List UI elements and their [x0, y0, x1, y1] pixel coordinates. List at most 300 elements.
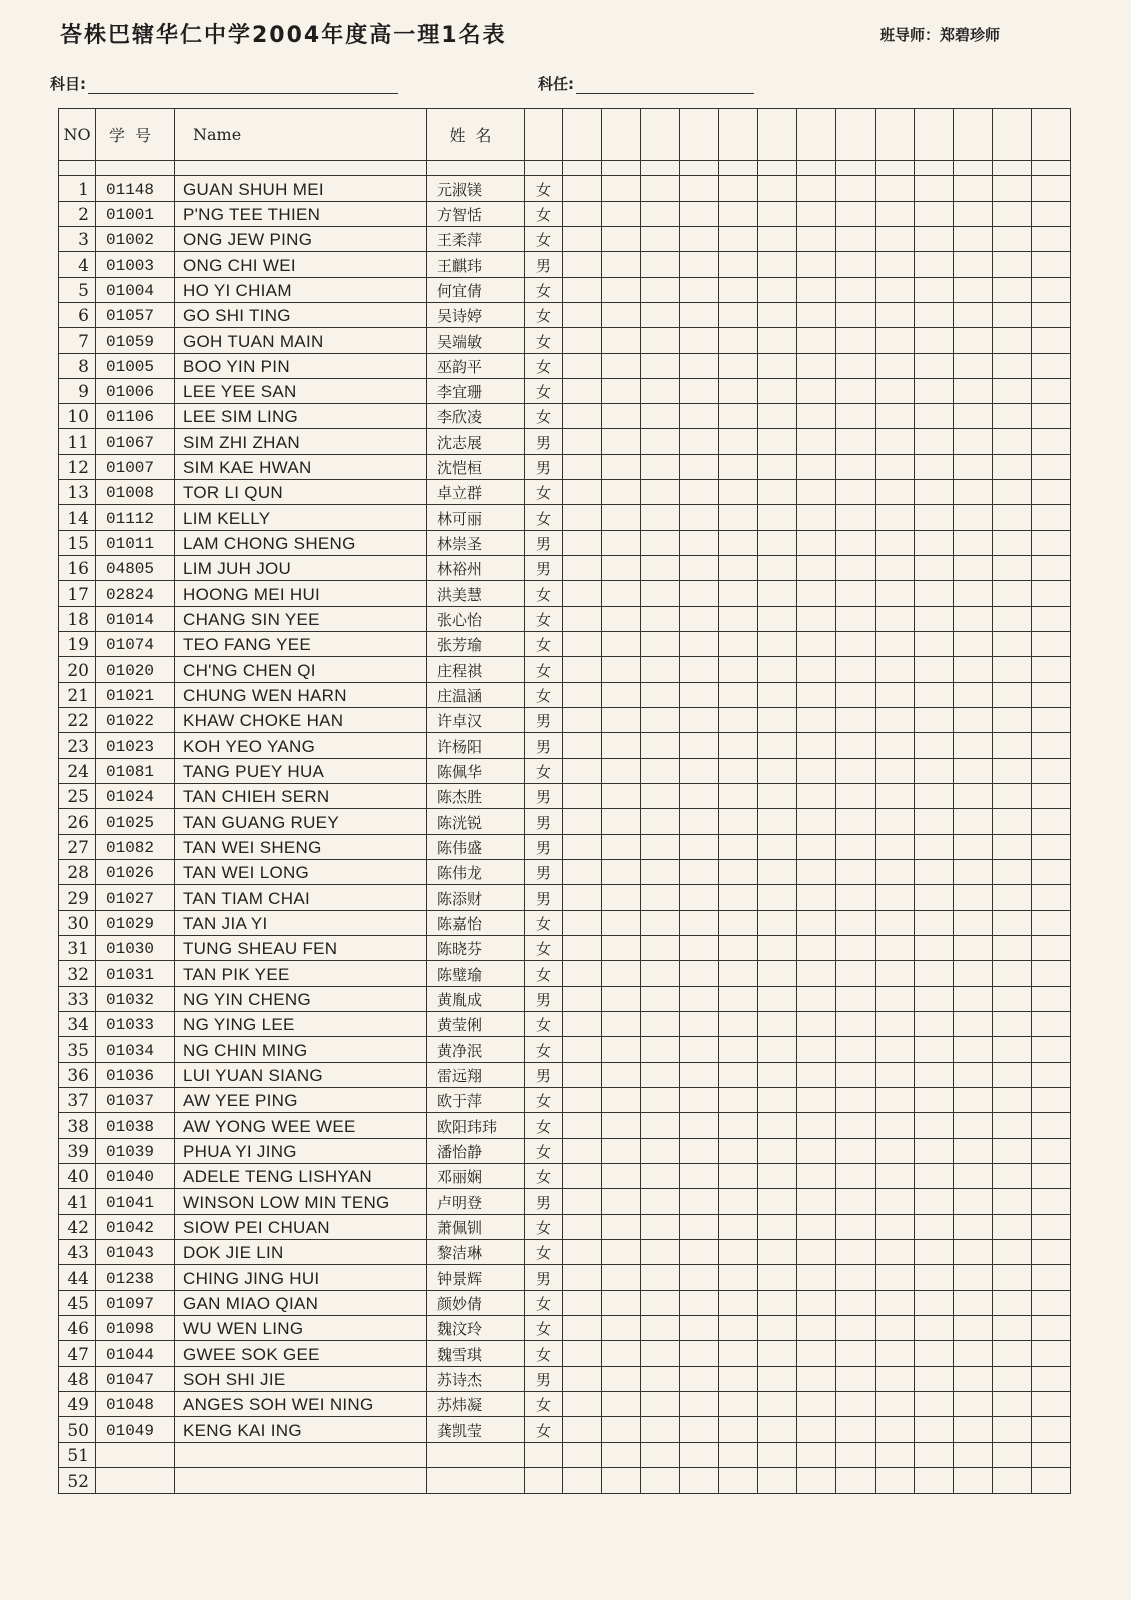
- mark-cell[interactable]: [563, 1012, 602, 1037]
- mark-cell[interactable]: [563, 1113, 602, 1138]
- mark-cell[interactable]: [680, 1315, 719, 1340]
- mark-cell[interactable]: [563, 834, 602, 859]
- mark-cell[interactable]: [719, 1037, 758, 1062]
- mark-cell[interactable]: [563, 404, 602, 429]
- mark-cell[interactable]: [914, 353, 953, 378]
- mark-cell[interactable]: [1031, 784, 1070, 809]
- mark-cell[interactable]: [758, 1113, 797, 1138]
- mark-cell[interactable]: [953, 1088, 992, 1113]
- mark-cell[interactable]: [602, 1088, 641, 1113]
- mark-cell[interactable]: [836, 961, 875, 986]
- mark-cell[interactable]: [797, 1467, 836, 1493]
- mark-cell[interactable]: [758, 378, 797, 403]
- mark-cell[interactable]: [1031, 404, 1070, 429]
- mark-cell[interactable]: [563, 277, 602, 302]
- mark-cell[interactable]: [797, 657, 836, 682]
- mark-cell[interactable]: [719, 1088, 758, 1113]
- mark-cell[interactable]: [875, 328, 914, 353]
- mark-cell[interactable]: [680, 404, 719, 429]
- mark-cell[interactable]: [758, 657, 797, 682]
- mark-cell[interactable]: [641, 758, 680, 783]
- mark-cell[interactable]: [992, 1366, 1031, 1391]
- mark-cell[interactable]: [641, 1290, 680, 1315]
- mark-cell[interactable]: [1031, 1341, 1070, 1366]
- mark-cell[interactable]: [641, 353, 680, 378]
- mark-cell[interactable]: [641, 1265, 680, 1290]
- mark-cell[interactable]: [953, 1391, 992, 1416]
- mark-cell[interactable]: [992, 936, 1031, 961]
- mark-cell[interactable]: [602, 885, 641, 910]
- mark-cell[interactable]: [797, 1366, 836, 1391]
- mark-cell[interactable]: [641, 429, 680, 454]
- mark-cell[interactable]: [797, 809, 836, 834]
- mark-cell[interactable]: [836, 530, 875, 555]
- mark-cell[interactable]: [953, 201, 992, 226]
- mark-cell[interactable]: [641, 733, 680, 758]
- mark-cell[interactable]: [836, 733, 875, 758]
- mark-cell[interactable]: [797, 302, 836, 327]
- mark-cell[interactable]: [602, 556, 641, 581]
- mark-cell[interactable]: [758, 1417, 797, 1442]
- mark-cell[interactable]: [875, 1113, 914, 1138]
- mark-cell[interactable]: [836, 328, 875, 353]
- mark-cell[interactable]: [914, 480, 953, 505]
- mark-cell[interactable]: [1031, 505, 1070, 530]
- mark-cell[interactable]: [719, 961, 758, 986]
- mark-cell[interactable]: [563, 606, 602, 631]
- mark-cell[interactable]: [953, 1341, 992, 1366]
- mark-cell[interactable]: [719, 1442, 758, 1467]
- mark-cell[interactable]: [953, 328, 992, 353]
- mark-cell[interactable]: [758, 429, 797, 454]
- mark-cell[interactable]: [875, 1214, 914, 1239]
- mark-cell[interactable]: [1031, 936, 1070, 961]
- mark-cell[interactable]: [563, 758, 602, 783]
- mark-cell[interactable]: [563, 1341, 602, 1366]
- mark-cell[interactable]: [992, 784, 1031, 809]
- mark-cell[interactable]: [758, 1189, 797, 1214]
- mark-cell[interactable]: [1031, 429, 1070, 454]
- mark-cell[interactable]: [680, 657, 719, 682]
- mark-cell[interactable]: [641, 556, 680, 581]
- mark-cell[interactable]: [914, 860, 953, 885]
- mark-cell[interactable]: [953, 784, 992, 809]
- mark-cell[interactable]: [641, 657, 680, 682]
- mark-cell[interactable]: [953, 809, 992, 834]
- mark-cell[interactable]: [719, 530, 758, 555]
- mark-cell[interactable]: [563, 961, 602, 986]
- mark-cell[interactable]: [563, 556, 602, 581]
- mark-cell[interactable]: [602, 1239, 641, 1264]
- mark-cell[interactable]: [680, 1214, 719, 1239]
- mark-cell[interactable]: [758, 252, 797, 277]
- mark-cell[interactable]: [680, 1189, 719, 1214]
- subject-teacher-blank[interactable]: [576, 77, 754, 94]
- mark-cell[interactable]: [875, 429, 914, 454]
- mark-cell[interactable]: [602, 809, 641, 834]
- mark-cell[interactable]: [758, 1138, 797, 1163]
- mark-cell[interactable]: [953, 1239, 992, 1264]
- mark-cell[interactable]: [641, 530, 680, 555]
- mark-cell[interactable]: [875, 606, 914, 631]
- mark-cell[interactable]: [563, 581, 602, 606]
- mark-cell[interactable]: [953, 708, 992, 733]
- mark-cell[interactable]: [953, 1062, 992, 1087]
- mark-cell[interactable]: [641, 961, 680, 986]
- mark-cell[interactable]: [719, 1062, 758, 1087]
- mark-cell[interactable]: [836, 657, 875, 682]
- mark-cell[interactable]: [563, 986, 602, 1011]
- mark-cell[interactable]: [914, 1214, 953, 1239]
- mark-cell[interactable]: [914, 1366, 953, 1391]
- mark-cell[interactable]: [602, 1062, 641, 1087]
- mark-cell[interactable]: [875, 1442, 914, 1467]
- mark-cell[interactable]: [563, 910, 602, 935]
- mark-cell[interactable]: [875, 834, 914, 859]
- mark-cell[interactable]: [992, 606, 1031, 631]
- mark-cell[interactable]: [563, 1442, 602, 1467]
- mark-cell[interactable]: [719, 404, 758, 429]
- mark-cell[interactable]: [563, 302, 602, 327]
- mark-cell[interactable]: [758, 1290, 797, 1315]
- mark-cell[interactable]: [875, 910, 914, 935]
- mark-cell[interactable]: [641, 1315, 680, 1340]
- mark-cell[interactable]: [1031, 1214, 1070, 1239]
- mark-cell[interactable]: [875, 353, 914, 378]
- mark-cell[interactable]: [641, 176, 680, 201]
- mark-cell[interactable]: [563, 1467, 602, 1493]
- mark-cell[interactable]: [1031, 1113, 1070, 1138]
- mark-cell[interactable]: [914, 1012, 953, 1037]
- mark-cell[interactable]: [875, 1037, 914, 1062]
- mark-cell[interactable]: [758, 302, 797, 327]
- mark-cell[interactable]: [992, 986, 1031, 1011]
- mark-cell[interactable]: [1031, 657, 1070, 682]
- mark-cell[interactable]: [758, 581, 797, 606]
- mark-cell[interactable]: [992, 302, 1031, 327]
- mark-cell[interactable]: [875, 961, 914, 986]
- mark-cell[interactable]: [953, 378, 992, 403]
- mark-cell[interactable]: [563, 454, 602, 479]
- mark-cell[interactable]: [953, 353, 992, 378]
- mark-cell[interactable]: [563, 885, 602, 910]
- mark-cell[interactable]: [875, 201, 914, 226]
- mark-cell[interactable]: [602, 936, 641, 961]
- mark-cell[interactable]: [836, 1012, 875, 1037]
- mark-cell[interactable]: [758, 505, 797, 530]
- mark-cell[interactable]: [914, 1467, 953, 1493]
- mark-cell[interactable]: [758, 480, 797, 505]
- mark-cell[interactable]: [992, 1391, 1031, 1416]
- mark-cell[interactable]: [563, 328, 602, 353]
- mark-cell[interactable]: [602, 378, 641, 403]
- mark-cell[interactable]: [836, 632, 875, 657]
- mark-cell[interactable]: [875, 860, 914, 885]
- mark-cell[interactable]: [992, 1315, 1031, 1340]
- mark-cell[interactable]: [953, 176, 992, 201]
- mark-cell[interactable]: [1031, 277, 1070, 302]
- mark-cell[interactable]: [602, 353, 641, 378]
- mark-cell[interactable]: [563, 226, 602, 251]
- mark-cell[interactable]: [914, 784, 953, 809]
- mark-cell[interactable]: [680, 708, 719, 733]
- mark-cell[interactable]: [953, 834, 992, 859]
- mark-cell[interactable]: [563, 632, 602, 657]
- mark-cell[interactable]: [953, 1290, 992, 1315]
- mark-cell[interactable]: [641, 708, 680, 733]
- mark-cell[interactable]: [1031, 378, 1070, 403]
- mark-cell[interactable]: [953, 252, 992, 277]
- mark-cell[interactable]: [953, 1366, 992, 1391]
- mark-cell[interactable]: [602, 758, 641, 783]
- mark-cell[interactable]: [875, 1189, 914, 1214]
- mark-cell[interactable]: [836, 581, 875, 606]
- mark-cell[interactable]: [953, 910, 992, 935]
- mark-cell[interactable]: [680, 606, 719, 631]
- mark-cell[interactable]: [641, 1366, 680, 1391]
- mark-cell[interactable]: [680, 530, 719, 555]
- mark-cell[interactable]: [602, 708, 641, 733]
- mark-cell[interactable]: [914, 1315, 953, 1340]
- mark-cell[interactable]: [758, 1467, 797, 1493]
- mark-cell[interactable]: [797, 834, 836, 859]
- mark-cell[interactable]: [641, 277, 680, 302]
- mark-cell[interactable]: [680, 1290, 719, 1315]
- mark-cell[interactable]: [914, 252, 953, 277]
- mark-cell[interactable]: [719, 378, 758, 403]
- mark-cell[interactable]: [719, 176, 758, 201]
- mark-cell[interactable]: [602, 404, 641, 429]
- mark-cell[interactable]: [914, 277, 953, 302]
- mark-cell[interactable]: [563, 1214, 602, 1239]
- mark-cell[interactable]: [914, 936, 953, 961]
- mark-cell[interactable]: [758, 885, 797, 910]
- mark-cell[interactable]: [563, 1138, 602, 1163]
- mark-cell[interactable]: [797, 1113, 836, 1138]
- mark-cell[interactable]: [1031, 708, 1070, 733]
- mark-cell[interactable]: [836, 860, 875, 885]
- mark-cell[interactable]: [992, 1265, 1031, 1290]
- mark-cell[interactable]: [914, 1341, 953, 1366]
- mark-cell[interactable]: [992, 505, 1031, 530]
- mark-cell[interactable]: [992, 480, 1031, 505]
- mark-cell[interactable]: [680, 556, 719, 581]
- mark-cell[interactable]: [836, 1442, 875, 1467]
- mark-cell[interactable]: [953, 1467, 992, 1493]
- mark-cell[interactable]: [797, 1037, 836, 1062]
- mark-cell[interactable]: [992, 910, 1031, 935]
- mark-cell[interactable]: [914, 708, 953, 733]
- mark-cell[interactable]: [758, 226, 797, 251]
- mark-cell[interactable]: [680, 480, 719, 505]
- mark-cell[interactable]: [836, 277, 875, 302]
- mark-cell[interactable]: [992, 252, 1031, 277]
- mark-cell[interactable]: [836, 1164, 875, 1189]
- mark-cell[interactable]: [797, 1138, 836, 1163]
- mark-cell[interactable]: [680, 809, 719, 834]
- mark-cell[interactable]: [836, 480, 875, 505]
- mark-cell[interactable]: [641, 328, 680, 353]
- mark-cell[interactable]: [719, 454, 758, 479]
- mark-cell[interactable]: [953, 1164, 992, 1189]
- mark-cell[interactable]: [953, 581, 992, 606]
- mark-cell[interactable]: [758, 201, 797, 226]
- mark-cell[interactable]: [953, 1442, 992, 1467]
- mark-cell[interactable]: [836, 556, 875, 581]
- mark-cell[interactable]: [836, 505, 875, 530]
- mark-cell[interactable]: [797, 1239, 836, 1264]
- mark-cell[interactable]: [797, 784, 836, 809]
- mark-cell[interactable]: [641, 480, 680, 505]
- mark-cell[interactable]: [719, 201, 758, 226]
- mark-cell[interactable]: [1031, 226, 1070, 251]
- mark-cell[interactable]: [680, 910, 719, 935]
- mark-cell[interactable]: [602, 986, 641, 1011]
- mark-cell[interactable]: [953, 1113, 992, 1138]
- mark-cell[interactable]: [992, 1189, 1031, 1214]
- mark-cell[interactable]: [875, 1315, 914, 1340]
- mark-cell[interactable]: [836, 1290, 875, 1315]
- mark-cell[interactable]: [680, 1417, 719, 1442]
- mark-cell[interactable]: [1031, 1417, 1070, 1442]
- mark-cell[interactable]: [602, 1391, 641, 1416]
- mark-cell[interactable]: [641, 1467, 680, 1493]
- mark-cell[interactable]: [836, 201, 875, 226]
- mark-cell[interactable]: [719, 505, 758, 530]
- mark-cell[interactable]: [914, 834, 953, 859]
- mark-cell[interactable]: [758, 1442, 797, 1467]
- mark-cell[interactable]: [875, 708, 914, 733]
- mark-cell[interactable]: [602, 1366, 641, 1391]
- mark-cell[interactable]: [797, 885, 836, 910]
- mark-cell[interactable]: [992, 1214, 1031, 1239]
- mark-cell[interactable]: [758, 860, 797, 885]
- mark-cell[interactable]: [563, 860, 602, 885]
- mark-cell[interactable]: [1031, 581, 1070, 606]
- mark-cell[interactable]: [797, 860, 836, 885]
- mark-cell[interactable]: [953, 1138, 992, 1163]
- mark-cell[interactable]: [1031, 328, 1070, 353]
- mark-cell[interactable]: [914, 1189, 953, 1214]
- mark-cell[interactable]: [914, 505, 953, 530]
- mark-cell[interactable]: [914, 328, 953, 353]
- mark-cell[interactable]: [680, 1239, 719, 1264]
- mark-cell[interactable]: [680, 277, 719, 302]
- mark-cell[interactable]: [1031, 176, 1070, 201]
- mark-cell[interactable]: [563, 784, 602, 809]
- mark-cell[interactable]: [641, 1138, 680, 1163]
- mark-cell[interactable]: [641, 1037, 680, 1062]
- mark-cell[interactable]: [914, 226, 953, 251]
- mark-cell[interactable]: [641, 1417, 680, 1442]
- mark-cell[interactable]: [602, 1417, 641, 1442]
- mark-cell[interactable]: [719, 302, 758, 327]
- mark-cell[interactable]: [758, 1315, 797, 1340]
- mark-cell[interactable]: [719, 1012, 758, 1037]
- mark-cell[interactable]: [797, 1265, 836, 1290]
- mark-cell[interactable]: [758, 1062, 797, 1087]
- mark-cell[interactable]: [758, 328, 797, 353]
- mark-cell[interactable]: [992, 226, 1031, 251]
- mark-cell[interactable]: [992, 176, 1031, 201]
- mark-cell[interactable]: [563, 1417, 602, 1442]
- mark-cell[interactable]: [914, 986, 953, 1011]
- mark-cell[interactable]: [602, 1037, 641, 1062]
- mark-cell[interactable]: [719, 1189, 758, 1214]
- mark-cell[interactable]: [914, 1265, 953, 1290]
- mark-cell[interactable]: [602, 606, 641, 631]
- mark-cell[interactable]: [992, 733, 1031, 758]
- mark-cell[interactable]: [953, 860, 992, 885]
- mark-cell[interactable]: [875, 1265, 914, 1290]
- mark-cell[interactable]: [875, 1391, 914, 1416]
- mark-cell[interactable]: [875, 1290, 914, 1315]
- mark-cell[interactable]: [992, 429, 1031, 454]
- subject-blank[interactable]: [88, 77, 398, 94]
- mark-cell[interactable]: [602, 1113, 641, 1138]
- mark-cell[interactable]: [719, 1315, 758, 1340]
- mark-cell[interactable]: [797, 176, 836, 201]
- mark-cell[interactable]: [875, 277, 914, 302]
- mark-cell[interactable]: [992, 885, 1031, 910]
- mark-cell[interactable]: [797, 1012, 836, 1037]
- mark-cell[interactable]: [602, 1214, 641, 1239]
- mark-cell[interactable]: [914, 378, 953, 403]
- mark-cell[interactable]: [836, 784, 875, 809]
- mark-cell[interactable]: [992, 277, 1031, 302]
- mark-cell[interactable]: [1031, 682, 1070, 707]
- mark-cell[interactable]: [797, 733, 836, 758]
- mark-cell[interactable]: [797, 201, 836, 226]
- mark-cell[interactable]: [641, 784, 680, 809]
- mark-cell[interactable]: [797, 1189, 836, 1214]
- mark-cell[interactable]: [680, 252, 719, 277]
- mark-cell[interactable]: [1031, 1189, 1070, 1214]
- mark-cell[interactable]: [719, 429, 758, 454]
- mark-cell[interactable]: [641, 632, 680, 657]
- mark-cell[interactable]: [797, 1290, 836, 1315]
- mark-cell[interactable]: [992, 328, 1031, 353]
- mark-cell[interactable]: [758, 1391, 797, 1416]
- mark-cell[interactable]: [641, 378, 680, 403]
- mark-cell[interactable]: [836, 176, 875, 201]
- mark-cell[interactable]: [875, 1467, 914, 1493]
- mark-cell[interactable]: [914, 1088, 953, 1113]
- mark-cell[interactable]: [719, 910, 758, 935]
- mark-cell[interactable]: [602, 454, 641, 479]
- mark-cell[interactable]: [875, 480, 914, 505]
- mark-cell[interactable]: [680, 784, 719, 809]
- mark-cell[interactable]: [836, 1239, 875, 1264]
- mark-cell[interactable]: [992, 1290, 1031, 1315]
- mark-cell[interactable]: [1031, 986, 1070, 1011]
- mark-cell[interactable]: [992, 1012, 1031, 1037]
- mark-cell[interactable]: [1031, 1442, 1070, 1467]
- mark-cell[interactable]: [641, 1442, 680, 1467]
- mark-cell[interactable]: [680, 936, 719, 961]
- mark-cell[interactable]: [797, 1442, 836, 1467]
- mark-cell[interactable]: [563, 530, 602, 555]
- mark-cell[interactable]: [836, 758, 875, 783]
- mark-cell[interactable]: [1031, 454, 1070, 479]
- mark-cell[interactable]: [719, 1391, 758, 1416]
- mark-cell[interactable]: [758, 277, 797, 302]
- mark-cell[interactable]: [797, 454, 836, 479]
- mark-cell[interactable]: [875, 1138, 914, 1163]
- mark-cell[interactable]: [797, 708, 836, 733]
- mark-cell[interactable]: [992, 1341, 1031, 1366]
- mark-cell[interactable]: [1031, 809, 1070, 834]
